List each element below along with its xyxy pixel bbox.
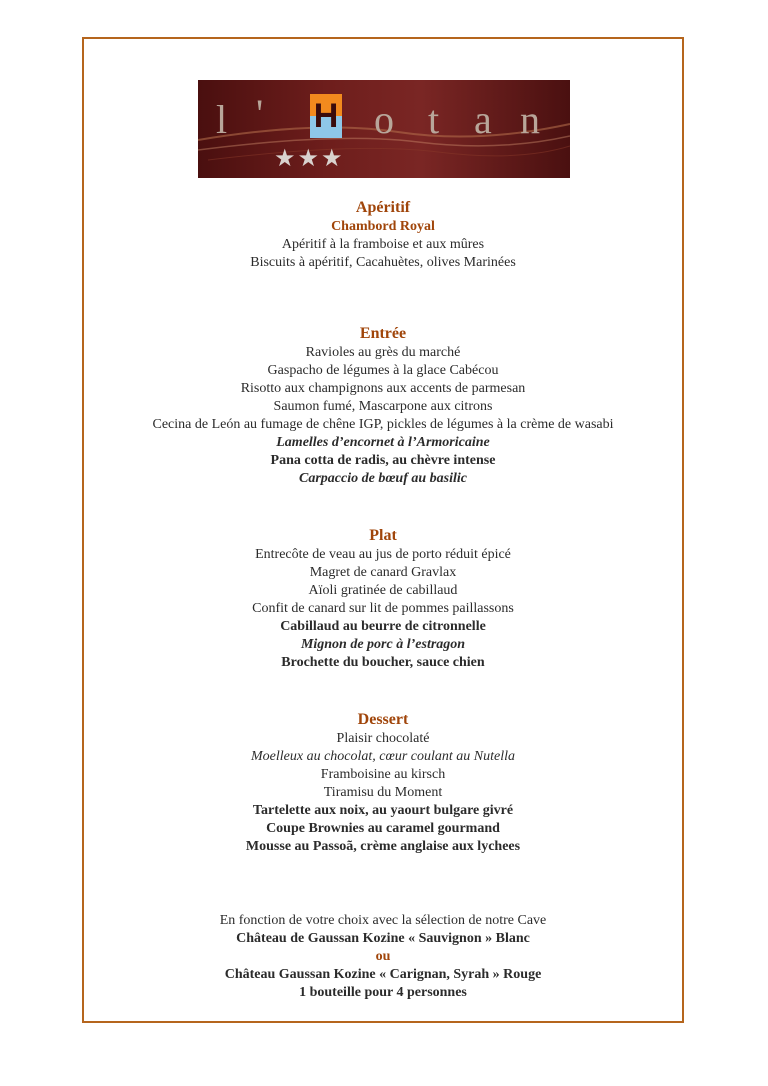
menu-item: Coupe Brownies au caramel gourmand <box>266 821 500 836</box>
wine-note: 1 bouteille pour 4 personnes <box>299 985 467 1000</box>
menu-item: Confit de canard sur lit de pommes paillassons <box>252 601 514 616</box>
menu-item: Pana cotta de radis, au chèvre intense <box>270 453 496 468</box>
section-subtitle: Chambord Royal <box>331 219 435 234</box>
section-title: Apéritif <box>355 199 411 216</box>
section-title: Dessert <box>357 711 409 728</box>
menu-item: Lamelles d’encornet à l’Armoricaine <box>276 435 490 450</box>
menu-item: Gaspacho de légumes à la glace Cabécou <box>267 363 499 378</box>
menu-item: Saumon fumé, Mascarpone aux citrons <box>273 399 493 414</box>
logo-letter-t: t <box>428 97 440 142</box>
section-entree <box>84 324 682 488</box>
menu-item: Biscuits à apéritif, Cacahuètes, olives Marinées <box>250 255 516 270</box>
menu-item: Cabillaud au beurre de citronnelle <box>280 619 486 634</box>
menu-item: Cecina de León au fumage de chêne IGP, pickles de légumes à la crème de wasabi <box>152 417 614 432</box>
wine-intro: En fonction de votre choix avec la sélection de notre Cave <box>219 913 547 928</box>
section-dessert <box>84 710 682 856</box>
star-rating-icon: ★★★ <box>274 144 345 172</box>
logo-letter-apostrophe: ' <box>256 91 264 136</box>
menu-item: Aïoli gratinée de cabillaud <box>308 583 458 598</box>
menu-item: Entrecôte de veau au jus de porto réduit épicé <box>255 547 511 562</box>
menu-item: Tiramisu du Moment <box>323 785 443 800</box>
wine-or: ou <box>375 949 391 964</box>
logo-letter-h: H <box>310 94 342 138</box>
section-plat <box>84 526 682 672</box>
menu-item: Risotto aux champignons aux accents de parmesan <box>240 381 526 396</box>
menu-item: Brochette du boucher, sauce chien <box>281 655 485 670</box>
section-wine <box>84 912 682 1002</box>
menu-item: Mignon de porc à l’estragon <box>300 637 466 652</box>
menu-item: Apéritif à la framboise et aux mûres <box>281 237 485 252</box>
logo-letter-a: a <box>474 97 492 142</box>
section-aperitif <box>84 198 682 272</box>
menu-item: Magret de canard Gravlax <box>309 565 457 580</box>
hotel-logo <box>198 80 570 178</box>
menu-item: Carpaccio de bœuf au basilic <box>299 471 467 486</box>
section-title: Plat <box>369 527 397 544</box>
menu-item: Moelleux au chocolat, cœur coulant au Nutella <box>250 749 515 764</box>
logo-letter-n: n <box>520 97 540 142</box>
wine-option-red: Château Gaussan Kozine « Carignan, Syrah » Rouge <box>224 967 542 982</box>
menu-item: Mousse au Passoã, crème anglaise aux lychees <box>245 839 521 854</box>
menu-item: Ravioles au grès du marché <box>305 345 461 360</box>
menu-item: Tartelette aux noix, au yaourt bulgare givré <box>252 803 514 818</box>
section-title: Entrée <box>359 325 407 342</box>
wine-option-white: Château de Gaussan Kozine « Sauvignon » Blanc <box>236 931 530 946</box>
logo-letter-o: o <box>374 97 394 142</box>
menu-item: Plaisir chocolaté <box>336 731 430 746</box>
menu-item: Framboisine au kirsch <box>320 767 446 782</box>
menu-content <box>84 198 682 1002</box>
logo-letter-l: l <box>216 97 228 142</box>
